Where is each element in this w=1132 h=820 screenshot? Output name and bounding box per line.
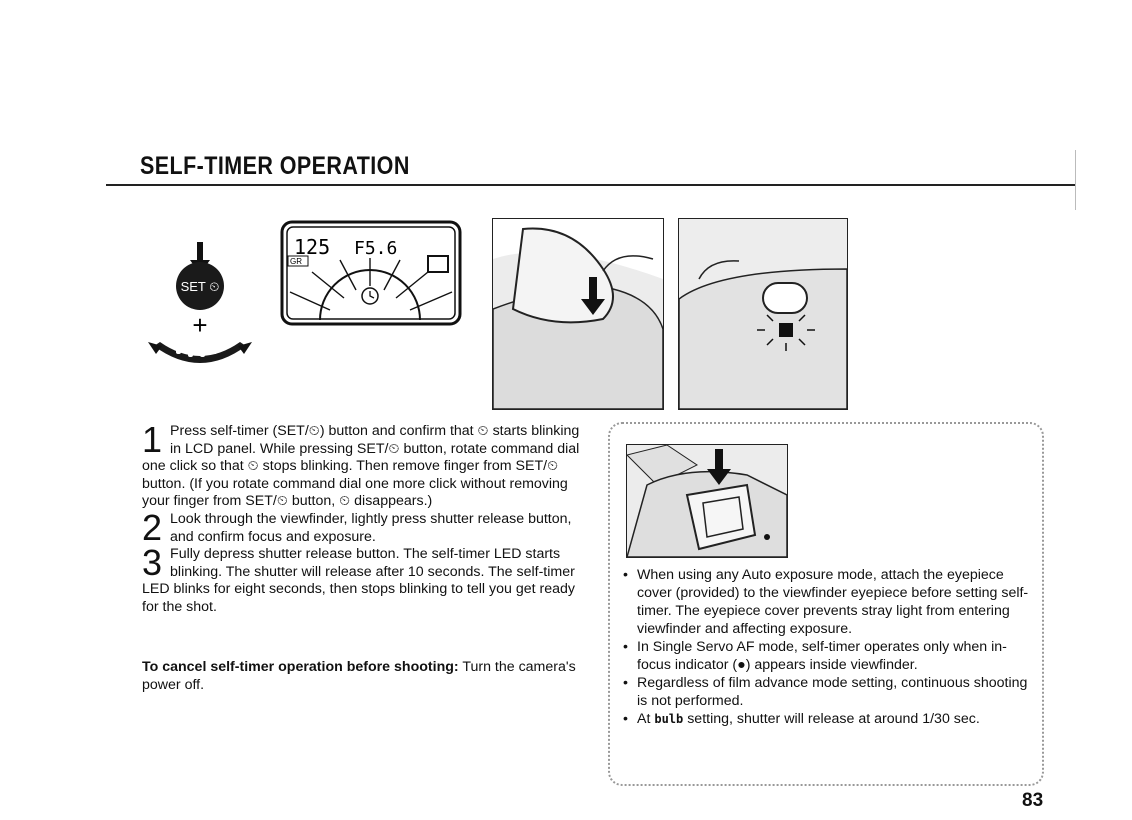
steps-text [142, 419, 582, 617]
note-item: • Regardless of film advance mode setting, continuous shooting is not performed. [620, 674, 1030, 710]
plus-sign: + [192, 310, 208, 340]
cancel-heading: To cancel self-timer operation before shooting: [142, 659, 459, 675]
step-2: 2 Look through the viewfinder, lightly press shutter release button, and confirm focus and exposure. [142, 506, 572, 548]
page-number: 83 [1022, 790, 1044, 811]
photo-finger-pressing-button [492, 218, 664, 410]
note-item: • In Single Servo AF mode, self-timer operates only when in-focus indicator (●) appears inside viewfinder. [620, 638, 1030, 674]
page-edge-mark [1075, 150, 1076, 210]
frame-icon [428, 256, 448, 272]
note-item: • When using any Auto exposure mode, attach the eyepiece cover (provided) to the viewfinder eyepiece before setting self-timer. The eyepiece cover prevents stray light from entering viewfinder and affecting exposure. [620, 566, 1030, 638]
lcd-panel-illustration [280, 220, 464, 328]
cancel-text: Turn the camera's power off. [142, 659, 576, 693]
bulb-lcd-label: bulb [654, 712, 684, 726]
command-dial [154, 342, 246, 363]
photo-self-timer-led [678, 218, 848, 410]
self-timer-led [779, 323, 793, 337]
lcd-aperture-readout: F5.6 [354, 238, 398, 259]
note-item-bulb: • At bulb setting, shutter will release at around 1/30 sec. [620, 710, 1030, 728]
cancel-instructions [142, 658, 582, 694]
notes-list [620, 566, 1030, 728]
title-rule [106, 184, 1076, 186]
page-title: SELF-TIMER OPERATION [140, 152, 410, 180]
lcd-mode-label: GR [290, 257, 302, 266]
set-button-label: SET ⏲ [180, 279, 220, 294]
set-button-illustration [140, 238, 260, 378]
step-3: 3 Fully depress shutter release button. The self-timer LED starts blinking. The shutter will release after 10 seconds. The self-timer LED blinks for eight seconds, then stops blinking to tell you get ready for the shot. [142, 542, 575, 615]
step-1: 1 Press self-timer (SET/⏲) button and confirm that ⏲ starts blinking in LCD panel. While pressing SET/⏲ button, rotate command dial one click so that ⏲ stops blinking. Then remove finger from SET/⏲ button. (If you rotate command dial one more click without removing your finger from SET/⏲ button, ⏲ disappears.) [142, 419, 580, 510]
lcd-shutter-readout: 125 [294, 235, 331, 259]
photo-eyepiece-cover [626, 444, 788, 558]
